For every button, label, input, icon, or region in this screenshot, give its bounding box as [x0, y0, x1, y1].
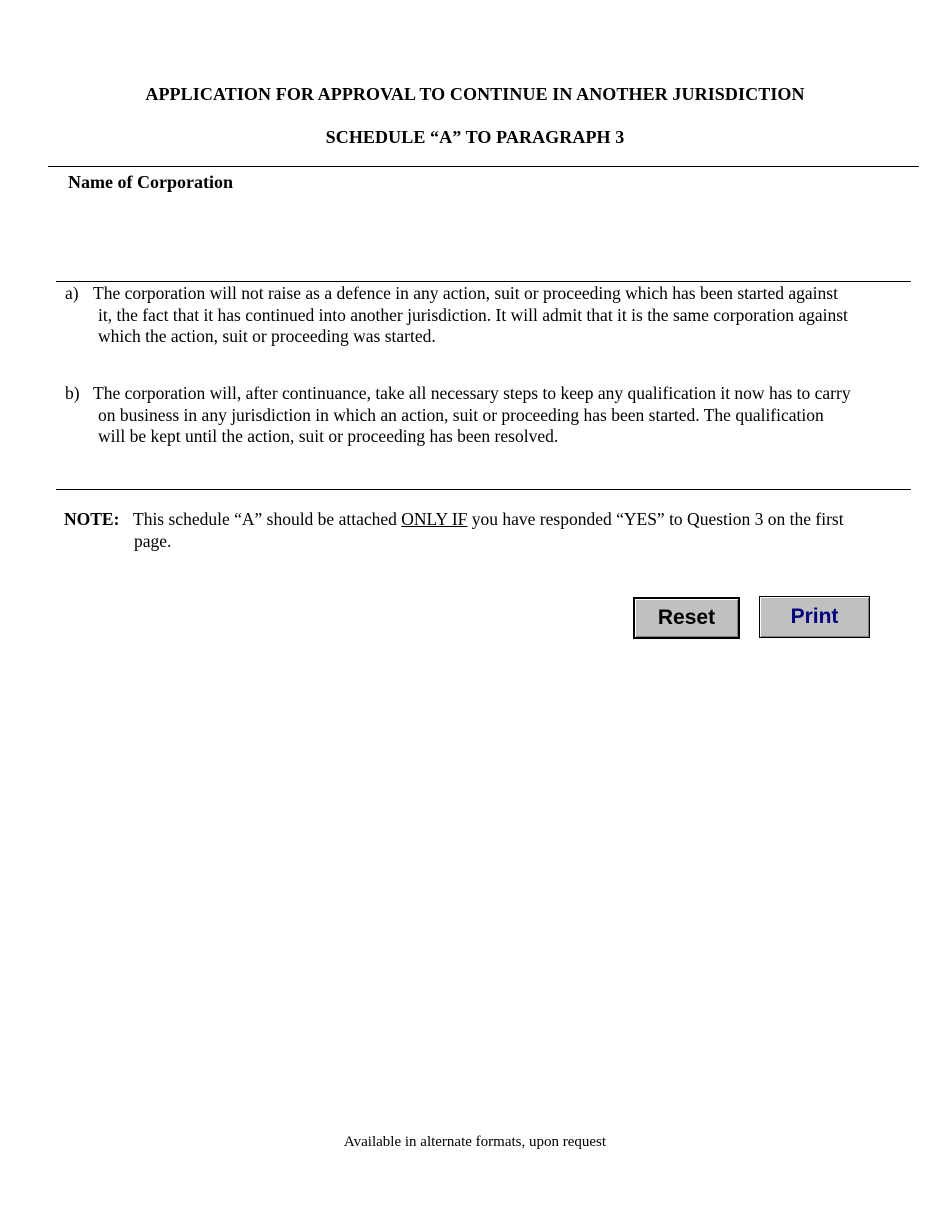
page-subtitle: SCHEDULE “A” TO PARAGRAPH 3 — [325, 127, 625, 147]
print-button[interactable]: Print — [759, 596, 870, 638]
clause-b — [65, 383, 915, 453]
note-label: NOTE: — [64, 509, 120, 529]
clause-line: which the action, suit or proceeding was started. — [98, 326, 436, 346]
divider-top — [48, 166, 919, 167]
footer-text: Available in alternate formats, upon request — [343, 1134, 607, 1150]
divider-bottom — [56, 489, 911, 490]
corporation-name-field[interactable] — [64, 200, 908, 276]
divider-middle — [56, 281, 911, 282]
clause-marker: b) — [65, 383, 80, 403]
note-text-before: This schedule “A” should be attached — [133, 509, 402, 529]
clause-line: The corporation will not raise as a defence in any action, suit or proceeding which has been started against — [93, 283, 838, 303]
clause-line: The corporation will, after continuance, take all necessary steps to keep any qualification it now has to carry — [93, 383, 851, 403]
note-block — [64, 508, 914, 556]
note-line — [133, 508, 844, 530]
note-line-2: page. — [134, 531, 172, 551]
note-emphasis: ONLY IF — [401, 509, 468, 529]
clause-line: will be kept until the action, suit or proceeding has been resolved. — [98, 426, 559, 446]
reset-button[interactable]: Reset — [633, 597, 740, 639]
clause-marker: a) — [65, 283, 79, 303]
clause-line: it, the fact that it has continued into another jurisdiction. It will admit that it is the same corporation against — [98, 304, 848, 325]
page-title: APPLICATION FOR APPROVAL TO CONTINUE IN ANOTHER JURISDICTION — [145, 84, 805, 104]
clause-a — [65, 283, 915, 353]
clause-line: on business in any jurisdiction in which an action, suit or proceeding has been started. The qualification — [98, 404, 824, 425]
corporation-name-label: Name of Corporation — [68, 172, 233, 192]
note-text-after: you have responded “YES” to Question 3 on the first — [467, 509, 844, 529]
